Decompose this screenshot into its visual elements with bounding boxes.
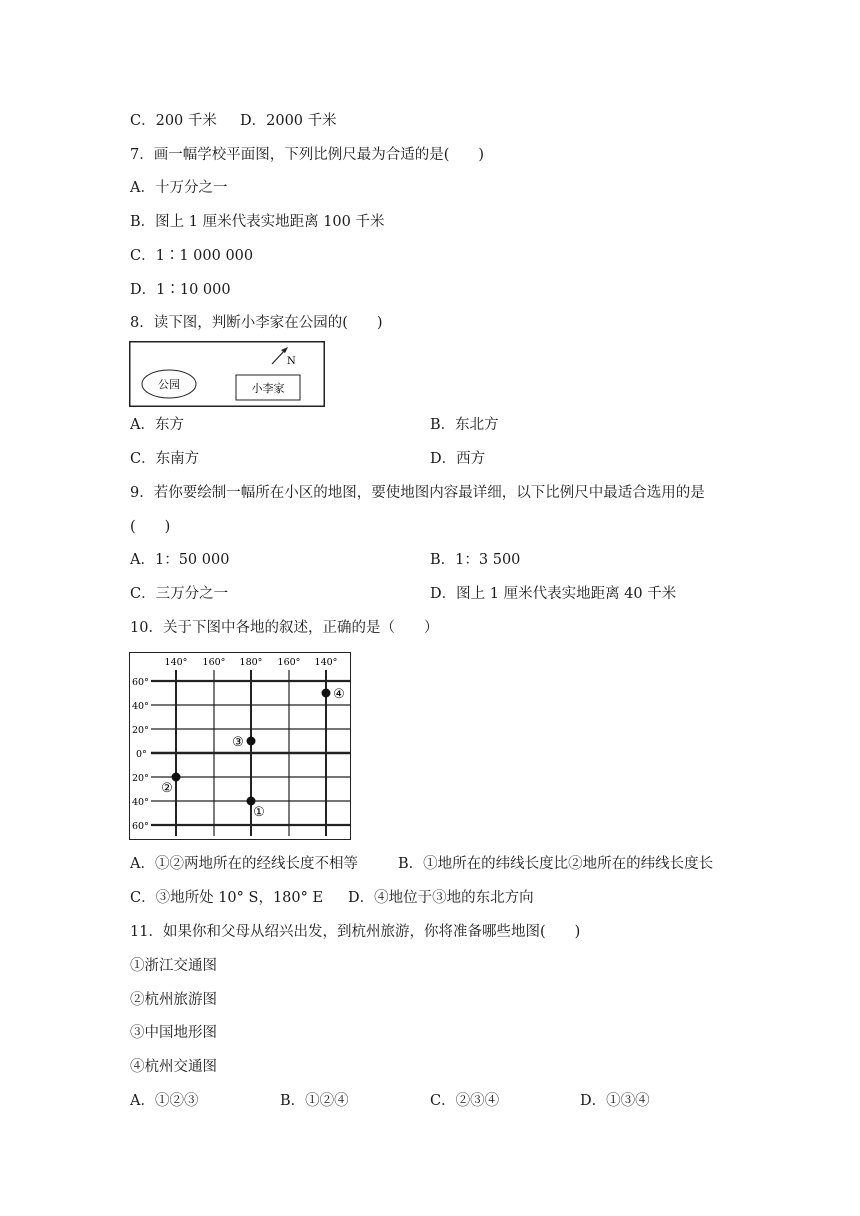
lat-label: 0° (136, 749, 147, 760)
q10-option-d: D．④地位于③地的东北方向 (348, 890, 534, 906)
q11-option-c: C．②③④ (430, 1093, 500, 1109)
q11-item: ④杭州交通图 (130, 1059, 217, 1075)
q7-option-a: A．十万分之一 (130, 180, 228, 196)
q7-option-c: C．1∶1 000 000 (130, 248, 254, 264)
q8-option-b: B．东北方 (430, 417, 499, 433)
q8-option-a: A．东方 (130, 417, 184, 433)
lon-label: 140° (164, 657, 188, 668)
q11-stem: 11．如果你和父母从绍兴出发，到杭州旅游，你将准备哪些地图( ) (130, 924, 581, 940)
q7-option-d: D．1∶10 000 (130, 282, 231, 298)
q10-option-c: C．③地所处 10° S，180° E (130, 890, 324, 906)
q10-grid-svg (129, 652, 351, 840)
q9-stem-line2: ( ) (130, 519, 171, 535)
q8-stem: 8．读下图，判断小李家在公园的( ) (130, 315, 383, 331)
lon-label: 140° (314, 657, 338, 668)
q11-option-d: D．①③④ (580, 1093, 650, 1109)
point-3-label: ③ (232, 735, 244, 750)
point-1-label: ① (253, 805, 265, 820)
q10-stem: 10．关于下图中各地的叙述，正确的是（ ） (130, 620, 439, 636)
point-2-marker (172, 773, 181, 782)
q9-option-b: B．1：3 500 (430, 552, 521, 568)
q11-item: ③中国地形图 (130, 1025, 217, 1041)
q6-option-d: D．2000 千米 (240, 113, 337, 129)
q10-option-a: A．①②两地所在的经线长度不相等 (130, 856, 358, 872)
q8-figure (129, 341, 325, 407)
lat-label: 20° (132, 725, 149, 736)
q8-map-svg (129, 341, 325, 407)
q7-option-b: B．图上 1 厘米代表实地距离 100 千米 (130, 214, 385, 230)
q9-stem-line1: 9．若你要绘制一幅所在小区的地图，要使地图内容最详细，以下比例尺中最适合选用的是 (130, 485, 705, 501)
q9-option-d: D．图上 1 厘米代表实地距离 40 千米 (430, 586, 677, 602)
lat-label: 60° (132, 677, 149, 688)
q10-option-b: B．①地所在的纬线长度比②地所在的纬线长度长 (398, 856, 714, 872)
lat-label: 20° (132, 773, 149, 784)
lon-label: 160° (202, 657, 226, 668)
north-label: N (287, 356, 296, 367)
q11-item: ②杭州旅游图 (130, 992, 217, 1008)
q8-option-c: C．东南方 (130, 451, 200, 467)
point-3-marker (247, 737, 256, 746)
lat-label: 60° (132, 821, 149, 832)
q10-figure (129, 652, 351, 840)
lon-label: 180° (239, 657, 263, 668)
home-label: 小李家 (251, 382, 285, 395)
q6-option-c: C．200 千米 (130, 113, 217, 129)
lat-label: 40° (132, 797, 149, 808)
point-4-label: ④ (333, 687, 345, 702)
q9-option-a: A．1：50 000 (130, 552, 230, 568)
lon-label: 160° (277, 657, 301, 668)
lat-label: 40° (132, 701, 149, 712)
q7-stem: 7．画一幅学校平面图，下列比例尺最为合适的是( ) (130, 147, 485, 163)
q11-item: ①浙江交通图 (130, 958, 217, 974)
q11-option-b: B．①②④ (280, 1093, 349, 1109)
q8-option-d: D．西方 (430, 451, 486, 467)
point-4-marker (322, 689, 331, 698)
park-label: 公园 (158, 378, 180, 391)
q11-option-a: A．①②③ (130, 1093, 199, 1109)
point-2-label: ② (161, 781, 173, 796)
q9-option-c: C．三万分之一 (130, 586, 229, 602)
